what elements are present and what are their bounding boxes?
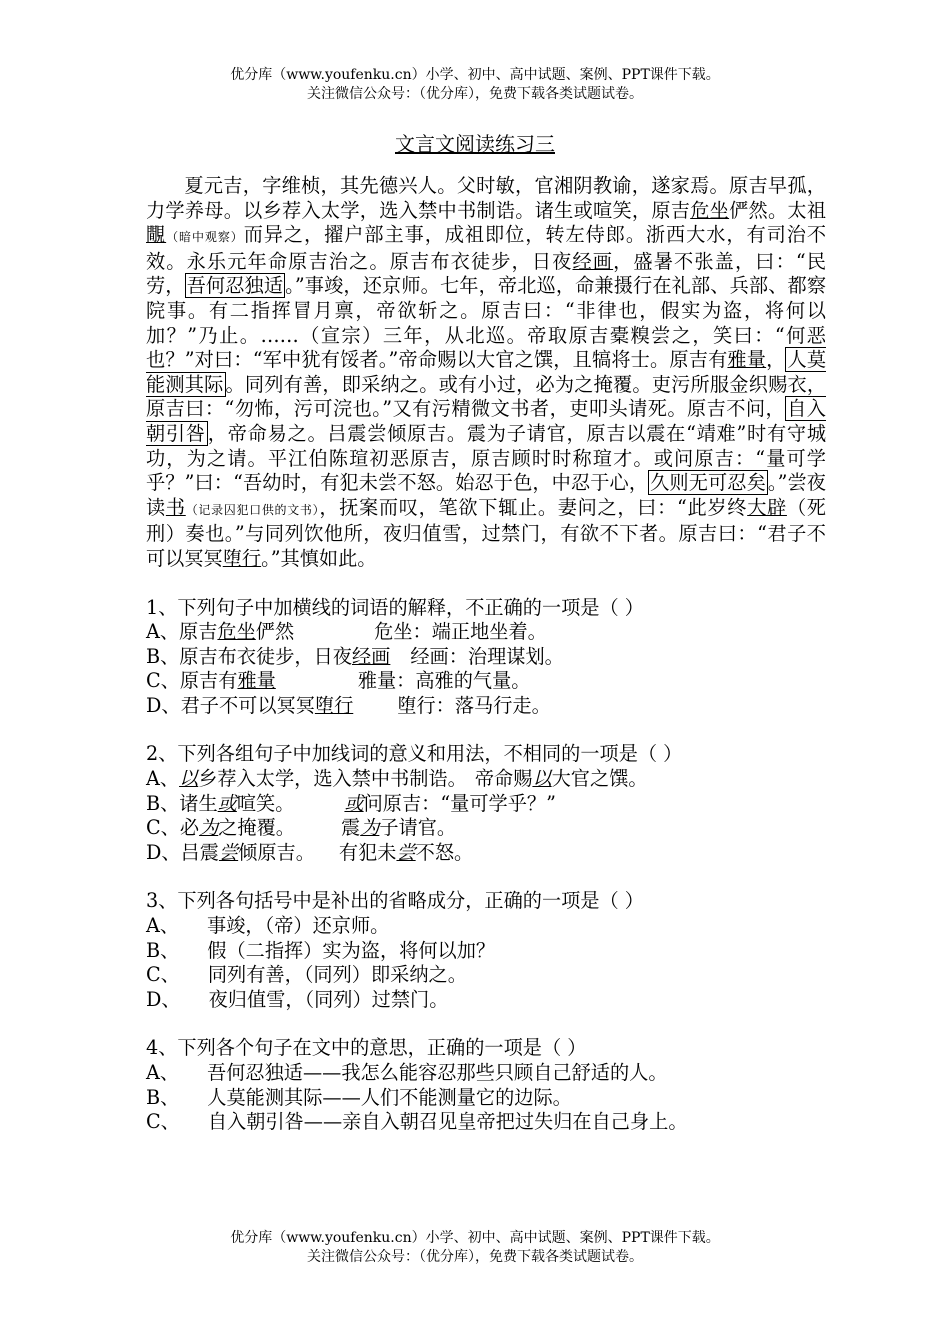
passage-text: 。”尝夜读	[146, 471, 826, 519]
question-4	[146, 1036, 826, 1134]
page-title: 文言文阅读练习三	[395, 132, 555, 156]
underlined-word: 经画	[572, 249, 614, 273]
boxed-phrase: 人莫能测其际	[146, 348, 827, 396]
passage-text: 夏元吉，字维桢，其先德兴人。父时敏，官湘阴教谕，遂家焉。原吉早孤，力学养母。以乡荐入太学，选入禁中书制诰。诸生或喧笑，原吉	[146, 174, 826, 222]
passage	[146, 174, 826, 572]
option-a[interactable]	[146, 1061, 826, 1086]
underlined-word: 经画	[351, 644, 391, 668]
boxed-phrase: 久则无可忍矣	[650, 471, 766, 495]
option-label: D、	[146, 987, 181, 1011]
annotation-note: （暗中观察）	[166, 230, 244, 245]
option-text: 假（二指挥）实为盗，将何以加？	[207, 938, 496, 962]
document-body	[146, 174, 826, 1135]
underlined-word: 尝	[396, 840, 416, 864]
option-text: C、原吉有	[146, 669, 238, 693]
option-a[interactable]	[146, 620, 826, 645]
option-b[interactable]	[146, 792, 826, 817]
option-a[interactable]	[146, 914, 826, 939]
passage-text: ，帝命易之。吕震尝倾原吉。震为子请官，原吉以震在“靖难”时有守城功，为之请。平江伯陈瑄初恶原吉，原吉顾时时称瑄才。或问原吉：“量可学乎？”曰：“吾幼时，有犯未尝不怒。始忍于色，中忍于心，	[146, 421, 827, 495]
option-text: 震	[341, 816, 361, 840]
option-explanation: 雅量：高雅的气量。	[357, 669, 531, 693]
option-text: 有犯未	[338, 840, 397, 864]
underlined-word: 以	[179, 767, 199, 791]
option-text: 倾原吉。	[238, 840, 315, 864]
option-text: 乡荐入太学，选入禁中书制诰。	[198, 767, 467, 791]
option-c[interactable]	[146, 816, 826, 841]
option-text: 帝命赐	[474, 767, 533, 791]
option-d[interactable]	[146, 841, 826, 866]
annotation-note: （记录囚犯口供的文书）	[185, 502, 320, 517]
option-explanation: 危坐：端正地坐着。	[374, 620, 547, 644]
underlined-word: 书	[165, 495, 186, 519]
option-c[interactable]	[146, 963, 826, 988]
passage-text: 。”其慎如此。	[261, 546, 377, 570]
option-text: D、吕震	[146, 840, 219, 864]
header-line-2: 关注微信公众号：（优分库），免费下载各类试题试卷。	[307, 86, 643, 102]
option-label: B、	[146, 938, 180, 962]
option-text: 之掩覆。	[218, 816, 295, 840]
option-text: C、必	[146, 816, 200, 840]
passage-text: 而异之，擢户部主事，成祖即位，转左侍郎。浙西大水，有司治不效。永乐元年命原吉治之。原吉布衣徒步，日夜	[146, 223, 827, 273]
underlined-word: 或	[217, 791, 237, 815]
underlined-word: 覸	[146, 223, 167, 247]
option-text: 夜归值雪，（同列）过禁门。	[208, 987, 449, 1011]
question-1	[146, 596, 826, 719]
question-3	[146, 889, 826, 1012]
question-2	[146, 742, 826, 865]
page-footer	[0, 1229, 950, 1267]
option-text: 子请官。	[379, 816, 457, 840]
option-text: B、原吉布衣徒步，日夜	[146, 644, 352, 668]
boxed-phrase: 自入朝引咎	[146, 397, 826, 445]
boxed-phrase: 吾何忍独适	[186, 274, 284, 298]
passage-text: （死刑）奏也。”与同列饮他所，夜归值雪，过禁门，有欲不下者。原吉曰：“君子不可以冥冥	[146, 495, 826, 570]
option-d[interactable]	[146, 988, 826, 1013]
page-header	[0, 66, 950, 104]
underlined-word: 雅量	[727, 348, 767, 372]
question-stem: 2、下列各组句子中加线词的意义和用法，不相同的一项是（ ）	[146, 742, 683, 766]
header-line-1: 优分库（www.youfenku.cn）小学、初中、高中试题、案例、PPT课件下载。	[230, 67, 720, 83]
option-text: 喧笑。	[236, 791, 295, 815]
option-text: 不怒。	[415, 840, 474, 864]
passage-text: ，盛暑不张盖，曰：“民劳，	[146, 249, 827, 298]
passage-text: 。同列有善，即采纳之。或有小过，必为之掩覆。吏污所服金织赐衣，原吉曰：“勿怖，污可浣也。”又有污精微文书者，吏叩头请死。原吉不问，	[146, 372, 827, 421]
passage-text: ，抚案而叹，笔欲下辄止。妻问之，曰：“此岁终	[319, 495, 748, 519]
passage-text: ，	[766, 348, 786, 372]
question-stem: 4、下列各个句子在文中的意思，正确的一项是（ ）	[146, 1036, 587, 1060]
underlined-word: 堕行	[222, 546, 262, 570]
option-text: 问原吉：“量可学乎？”	[363, 791, 556, 815]
underlined-word: 或	[344, 791, 364, 815]
option-b[interactable]	[146, 645, 826, 670]
underlined-word: 为	[199, 816, 219, 840]
option-label: C、	[146, 1110, 180, 1134]
option-text: 事竣，（帝）还京师。	[207, 914, 390, 938]
option-text: D、君子不可以冥冥	[146, 693, 315, 717]
option-label: A、	[146, 914, 180, 938]
option-text: B、诸生	[146, 791, 218, 815]
underlined-word: 堕行	[314, 693, 354, 717]
passage-text: 俨然。太祖	[729, 198, 827, 222]
option-text: 自入朝引咎——亲自入朝召见皇帝把过失归在自己身上。	[207, 1110, 688, 1134]
underlined-word: 危坐	[217, 620, 256, 644]
option-text: 吾何忍独适——我怎么能容忍那些只顾自己舒适的人。	[207, 1061, 668, 1084]
option-c[interactable]	[146, 669, 826, 694]
option-text: 俨然	[255, 620, 295, 644]
option-b[interactable]	[146, 939, 826, 964]
footer-line-1: 优分库（www.youfenku.cn）小学、初中、高中试题、案例、PPT课件下载。	[230, 1230, 720, 1246]
question-stem: 3、下列各句括号中是补出的省略成分，正确的一项是（ ）	[146, 889, 644, 913]
option-text: A、原吉	[146, 620, 218, 644]
option-c[interactable]	[146, 1110, 826, 1135]
option-text: A、	[146, 767, 180, 791]
option-d[interactable]	[146, 694, 826, 719]
option-explanation: 堕行：落马行走。	[397, 693, 551, 717]
option-label: C、	[146, 963, 180, 987]
underlined-word: 大辟	[747, 495, 787, 519]
footer-line-2: 关注微信公众号：（优分库），免费下载各类试题试卷。	[307, 1249, 643, 1265]
underlined-word: 以	[532, 767, 552, 791]
underlined-word: 雅量	[237, 669, 276, 693]
passage-text: 。”事竣，还京师。七年，帝北巡，命兼摄行在礼部、兵部、都察院事。有二指挥冒月禀，帝欲斩之。原吉曰：“非律也，假实为盗，将何以加？”乃止。……（宣宗）三年，从北巡。帝取原吉橐糗尝之，笑曰：“何恶也？”对曰：“军中犹有馁者。”帝命赐以大官之馔，且犒将士。原吉有	[146, 274, 827, 372]
option-label: A、	[146, 1061, 180, 1084]
underlined-word: 为	[360, 816, 380, 840]
underlined-word: 尝	[218, 840, 239, 864]
question-stem: 1、下列句子中加横线的词语的解释，不正确的一项是（ ）	[146, 595, 644, 619]
underlined-word: 危坐	[690, 198, 730, 222]
option-a[interactable]	[146, 767, 826, 792]
option-b[interactable]	[146, 1086, 826, 1111]
option-explanation: 经画：治理谋划。	[410, 644, 564, 668]
option-text: 人莫能测其际——人们不能测量它的边际。	[207, 1085, 572, 1109]
option-label: B、	[146, 1085, 180, 1109]
option-text: 大官之馔。	[551, 767, 648, 791]
option-text: 同列有善，（同列）即采纳之。	[207, 963, 467, 987]
